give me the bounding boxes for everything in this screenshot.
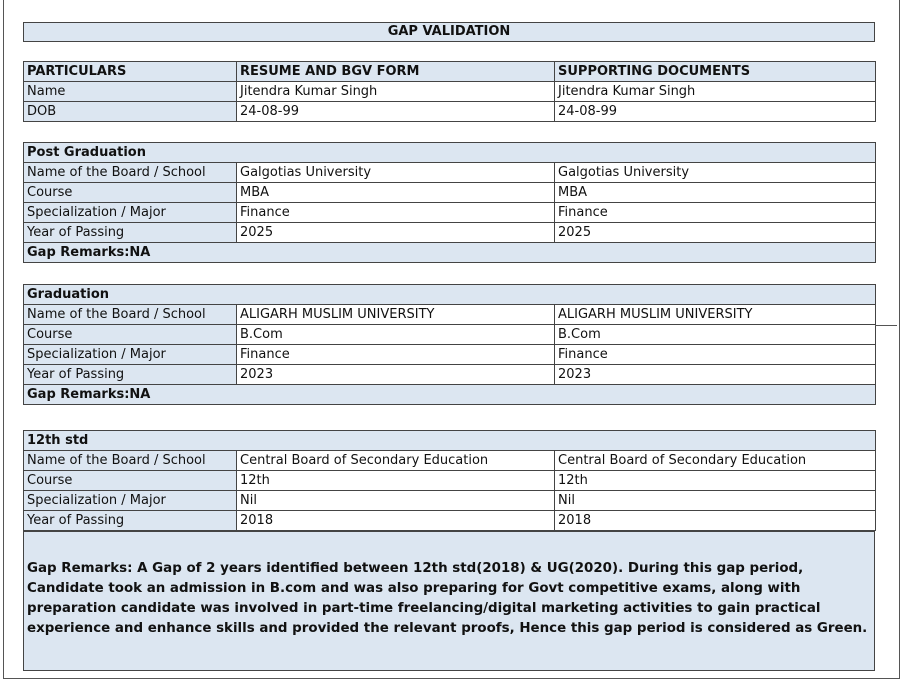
resume-value: B.Com [237, 325, 555, 345]
gap-remarks: Gap Remarks:NA [24, 243, 876, 263]
docs-value: Jitendra Kumar Singh [555, 82, 876, 102]
resume-value: MBA [237, 183, 555, 203]
table-row [24, 471, 876, 491]
row-label: Name of the Board / School [24, 163, 237, 183]
gap-remarks: Gap Remarks:NA [24, 385, 876, 405]
row-label: Name of the Board / School [24, 305, 237, 325]
resume-value: 24-08-99 [237, 102, 555, 122]
section-heading: Post Graduation [24, 143, 876, 163]
row-label: Specialization / Major [24, 345, 237, 365]
section-heading-row [24, 285, 876, 305]
docs-value: 24-08-99 [555, 102, 876, 122]
header-supporting-docs: SUPPORTING DOCUMENTS [555, 62, 876, 82]
table-row [24, 102, 876, 122]
table-row [24, 511, 876, 531]
table-row [24, 82, 876, 102]
row-label: Year of Passing [24, 511, 237, 531]
row-label: Course [24, 325, 237, 345]
docs-value: Finance [555, 345, 876, 365]
docs-value: Central Board of Secondary Education [555, 451, 876, 471]
docs-value: ALIGARH MUSLIM UNIVERSITY [555, 305, 876, 325]
table-row [24, 163, 876, 183]
graduation-table [23, 284, 876, 405]
row-label: Course [24, 183, 237, 203]
row-label: Name [24, 82, 237, 102]
table-row [24, 345, 876, 365]
resume-value: 2023 [237, 365, 555, 385]
cell-border-fragment [875, 325, 897, 326]
header-particulars: PARTICULARS [24, 62, 237, 82]
row-label: Specialization / Major [24, 491, 237, 511]
resume-value: 2025 [237, 223, 555, 243]
row-label: Specialization / Major [24, 203, 237, 223]
twelfth-std-table [23, 430, 876, 531]
docs-value: 12th [555, 471, 876, 491]
section-heading-row [24, 431, 876, 451]
resume-value: 12th [237, 471, 555, 491]
resume-value: Finance [237, 203, 555, 223]
page-title: GAP VALIDATION [23, 22, 875, 42]
row-label: Year of Passing [24, 365, 237, 385]
row-label: Year of Passing [24, 223, 237, 243]
table-row [24, 305, 876, 325]
resume-value: Galgotias University [237, 163, 555, 183]
docs-value: Galgotias University [555, 163, 876, 183]
table-row [24, 223, 876, 243]
docs-value: 2023 [555, 365, 876, 385]
resume-value: Nil [237, 491, 555, 511]
docs-value: 2018 [555, 511, 876, 531]
table-header-row [24, 62, 876, 82]
table-row [24, 325, 876, 345]
table-row [24, 183, 876, 203]
docs-value: Nil [555, 491, 876, 511]
row-label: Name of the Board / School [24, 451, 237, 471]
post-graduation-table [23, 142, 876, 263]
docs-value: B.Com [555, 325, 876, 345]
docs-value: 2025 [555, 223, 876, 243]
docs-value: MBA [555, 183, 876, 203]
section-heading-row [24, 143, 876, 163]
table-row [24, 365, 876, 385]
resume-value: Central Board of Secondary Education [237, 451, 555, 471]
row-label: Course [24, 471, 237, 491]
particulars-table [23, 61, 876, 122]
row-label: DOB [24, 102, 237, 122]
final-gap-remarks: Gap Remarks: A Gap of 2 years identified between 12th std(2018) & UG(2020). During this gap period, Candidate took an admission in B.com and was also preparing for Govt competitive exams, along with preparation candidate was involved in part-time freelancing/digital marketing activities to gain practical experience and enhance skills and provided the relevant proofs, Hence this gap period is considered as Green. [27, 561, 868, 636]
docs-value: Finance [555, 203, 876, 223]
table-row [24, 203, 876, 223]
table-row [24, 451, 876, 471]
table-row [24, 491, 876, 511]
final-remarks-box [23, 531, 875, 671]
resume-value: Jitendra Kumar Singh [237, 82, 555, 102]
gap-remarks-row [24, 385, 876, 405]
section-heading: Graduation [24, 285, 876, 305]
gap-remarks-row [24, 243, 876, 263]
header-resume-bgv: RESUME AND BGV FORM [237, 62, 555, 82]
section-heading: 12th std [24, 431, 876, 451]
resume-value: Finance [237, 345, 555, 365]
resume-value: ALIGARH MUSLIM UNIVERSITY [237, 305, 555, 325]
resume-value: 2018 [237, 511, 555, 531]
